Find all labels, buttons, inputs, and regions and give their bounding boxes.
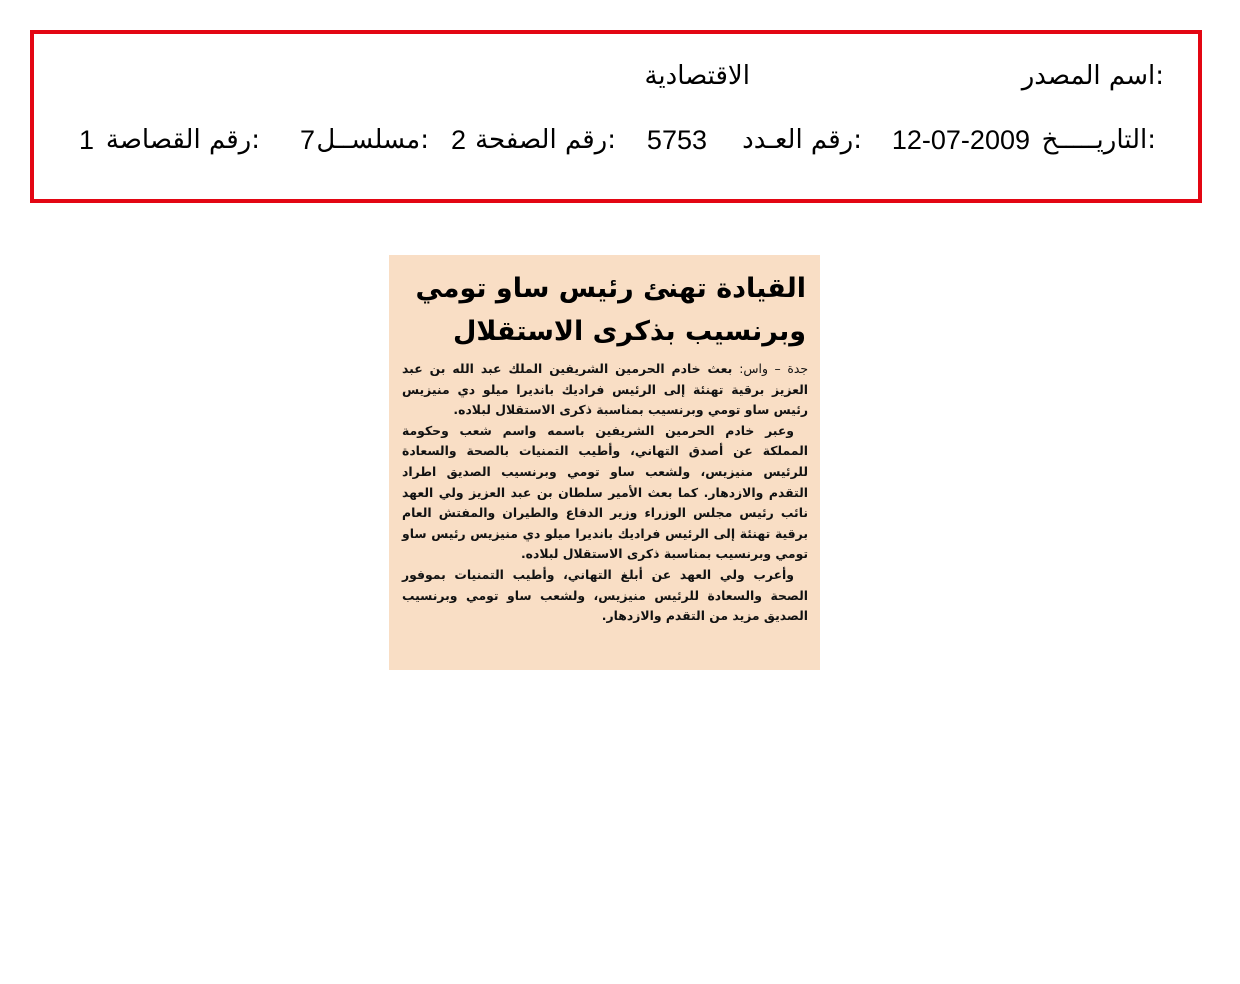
date-label: التاريـــــخ:	[1041, 125, 1156, 155]
date-value: 12-07-2009	[891, 125, 1030, 155]
article-paragraph-text: بعث خادم الحرمين الشريفين الملك عبد الله بن عبد العزيز برقية تهنئة إلى الرئيس فراديك بانديرا ميلو دي منيزيس رئيس ساو تومي وبرنسيب بمناسبة ذكرى الاستقلال لبلاده.	[402, 361, 808, 418]
source-value: الاقتصادية	[644, 61, 750, 91]
article-body	[402, 359, 808, 627]
newspaper-clipping	[389, 255, 820, 670]
article-paragraph: وأعرب ولي العهد عن أبلغ التهاني، وأطيب التمنيات بموفور الصحة والسعادة للرئيس منيزيس، ولشعب ساو تومي وبرنسيب الصديق مزيد من التقدم والازدهار.	[402, 566, 808, 624]
clip-number-value: 1	[78, 125, 94, 155]
article-paragraph	[402, 359, 808, 421]
serial-value: 7	[299, 125, 315, 155]
serial-label: مسلســل:	[316, 125, 429, 155]
issue-label: رقم العـدد:	[742, 125, 862, 155]
article-dateline: جدة – واس:	[739, 361, 808, 376]
article-paragraph: وعبر خادم الحرمين الشريفين باسمه واسم شعب وحكومة المملكة عن أصدق التهاني، وأطيب التمنيات بالصحة والسعادة للرئيس منيزيس، ولشعب ساو تومي وبرنسيب الصديق اطراد التقدم والازدهار. كما بعث الأمير سلطان بن عبد العزيز ولي العهد نائب رئيس مجلس الوزراء وزير الدفاع والطيران والمفتش العام برقية تهنئة إلى الرئيس فراديك بانديرا ميلو دي منيزيس رئيس ساو تومي وبرنسيب بمناسبة ذكرى الاستقلال لبلاده.	[402, 422, 808, 562]
clipping-metadata-box	[30, 30, 1202, 203]
article-headline: القيادة تهنئ رئيس ساو تومي وبرنسيب بذكرى الاستقلال	[415, 273, 806, 347]
issue-value: 5753	[646, 125, 707, 155]
page-value: 2	[450, 125, 466, 155]
source-label: اسم المصدر:	[1021, 61, 1164, 91]
details-row	[34, 120, 1198, 160]
page-label: رقم الصفحة:	[475, 125, 616, 155]
source-row	[34, 56, 1198, 96]
clip-number-label: رقم القصاصة:	[105, 125, 260, 155]
